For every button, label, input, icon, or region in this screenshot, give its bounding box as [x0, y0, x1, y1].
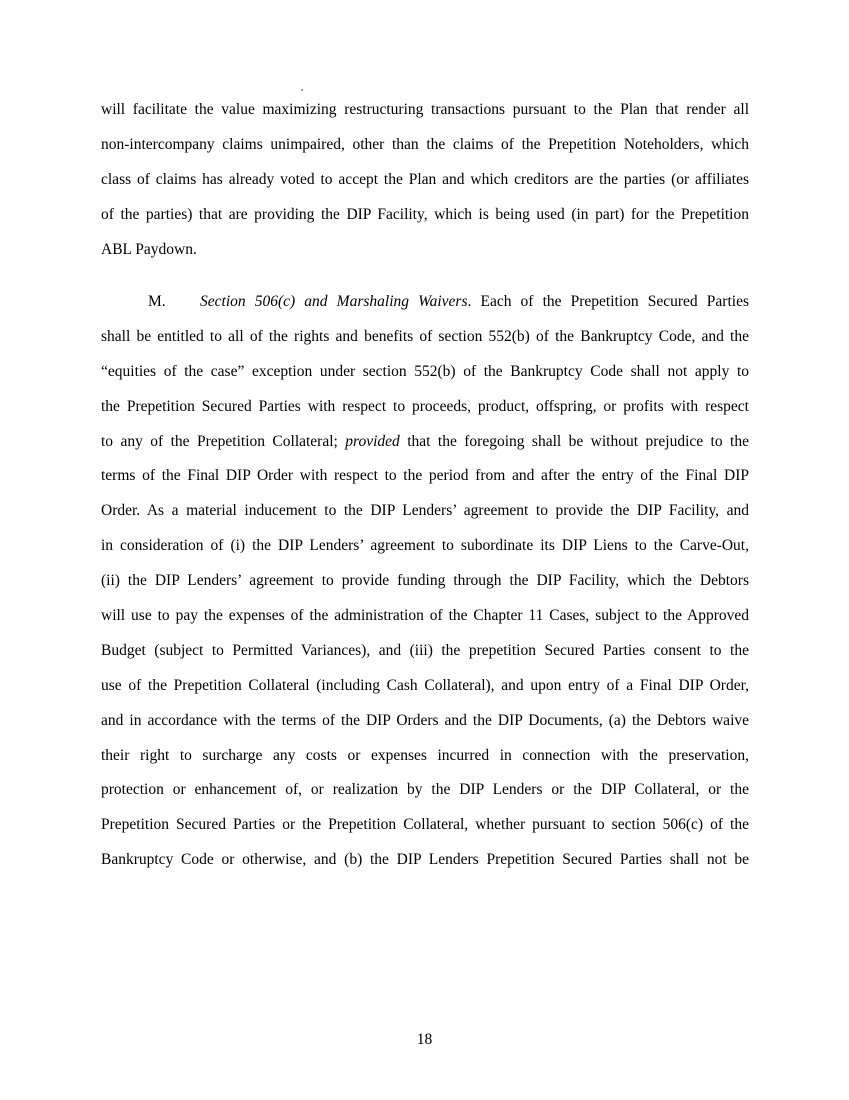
- text-segment: to any of the Prepetition Collateral;: [101, 432, 346, 450]
- text-line: Bankruptcy Code or otherwise, and (b) the DIP Lenders Prepetition Secured Parties shall not be: [101, 851, 749, 869]
- section-heading: Section 506(c) and Marshaling Waivers: [200, 293, 468, 310]
- text-line-with-proviso: [101, 425, 749, 460]
- section-m-paragraph: [101, 285, 749, 878]
- paragraph-continuation: [101, 93, 749, 267]
- text-line: use of the Prepetition Collateral (including Cash Collateral), and upon entry of a Final DIP Order,: [101, 676, 749, 694]
- proviso-italic: provided: [345, 432, 400, 450]
- section-first-line-text: Each of the Prepetition Secured Parties: [471, 293, 749, 310]
- page-number: 18: [416, 1031, 433, 1048]
- text-line: Budget (subject to Permitted Variances), and (iii) the prepetition Secured Parties consent to the: [101, 641, 749, 659]
- text-line: and in accordance with the terms of the DIP Orders and the DIP Documents, (a) the Debtors waive: [101, 711, 749, 729]
- text-line: terms of the Final DIP Order with respect to the period from and after the entry of the Final DIP: [101, 467, 749, 485]
- text-segment: that the foregoing shall be without prejudice to the: [399, 432, 749, 450]
- text-line: will use to pay the expenses of the administration of the Chapter 11 Cases, subject to the Approved: [101, 607, 749, 625]
- text-line: of the parties) that are providing the DIP Facility, which is being used (in part) for the Prepetition: [101, 205, 749, 223]
- text-line: will facilitate the value maximizing restructuring transactions pursuant to the Plan that render all: [101, 101, 749, 118]
- text-line: the Prepetition Secured Parties with respect to proceeds, product, offspring, or profits with respect: [101, 397, 749, 415]
- text-line: class of claims has already voted to accept the Plan and which creditors are the parties (or affiliates: [101, 170, 749, 188]
- text-line: non-intercompany claims unimpaired, other than the claims of the Prepetition Noteholders, which: [101, 135, 749, 153]
- text-line: protection or enhancement of, or realization by the DIP Lenders or the DIP Collateral, or the: [101, 781, 749, 799]
- text-line: ABL Paydown.: [101, 240, 197, 258]
- scan-speck: [301, 89, 303, 91]
- text-line: “equities of the case” exception under section 552(b) of the Bankruptcy Code shall not apply to: [101, 362, 749, 380]
- text-line: in consideration of (i) the DIP Lenders’ agreement to subordinate its DIP Liens to the Carve-Out,: [101, 537, 749, 555]
- text-line: their right to surcharge any costs or expenses incurred in connection with the preservation,: [101, 746, 749, 764]
- section-marker: M.: [148, 293, 166, 310]
- text-line: (ii) the DIP Lenders’ agreement to provide funding through the DIP Facility, which the Debtors: [101, 572, 749, 590]
- text-line: shall be entitled to all of the rights and benefits of section 552(b) of the Bankruptcy Code, and the: [101, 327, 749, 345]
- section-m-first-line: [101, 285, 749, 320]
- text-line: Prepetition Secured Parties or the Prepetition Collateral, whether pursuant to section 506(c) of the: [101, 816, 749, 834]
- section-heading-period: .: [467, 293, 472, 310]
- text-line: Order. As a material inducement to the DIP Lenders’ agreement to provide the DIP Facility, and: [101, 502, 749, 520]
